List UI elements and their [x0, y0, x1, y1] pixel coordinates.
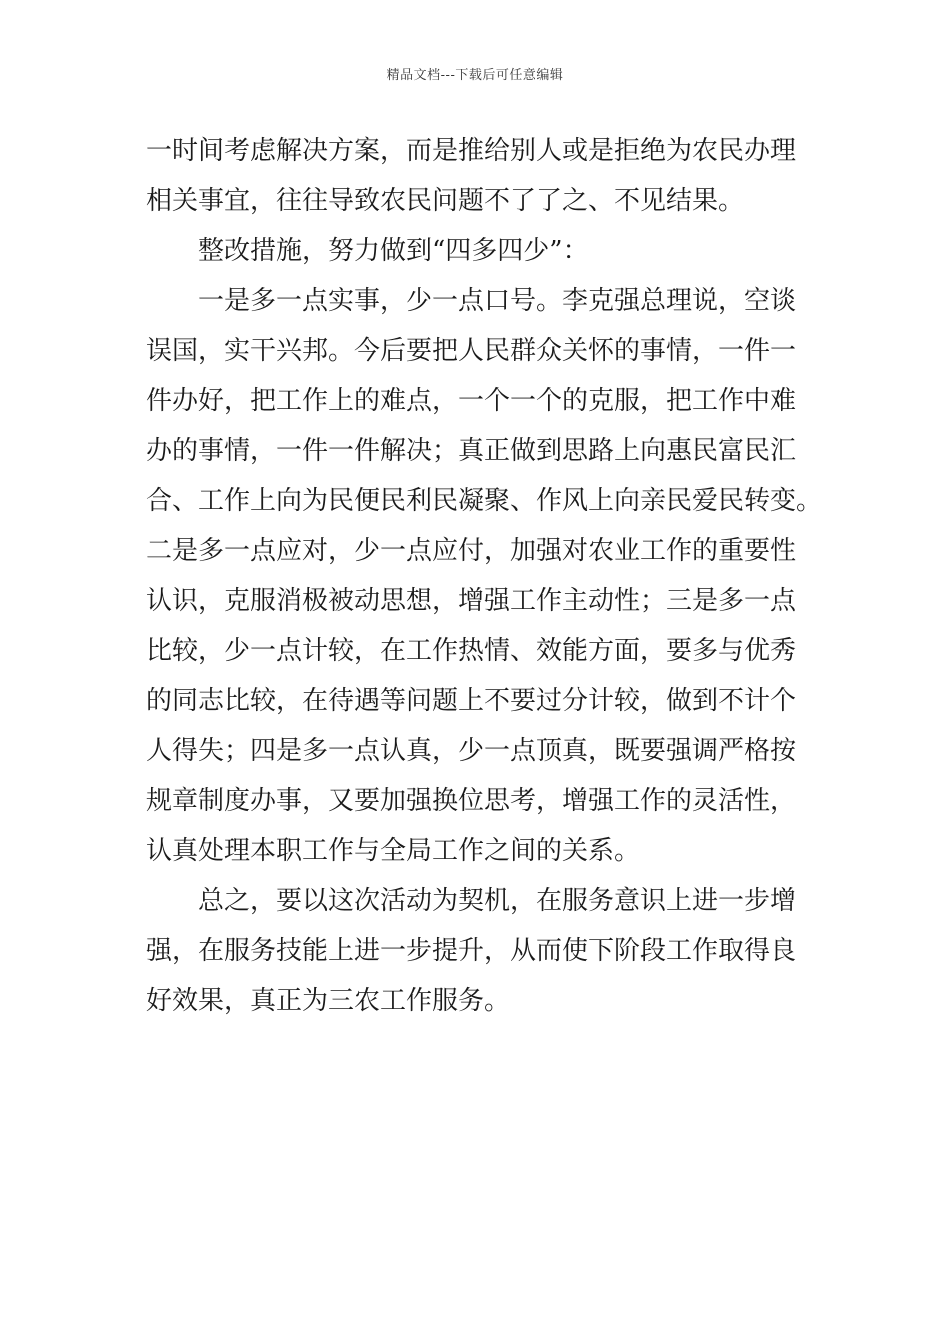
text-line: 比较，少一点计较，在工作热情、效能方面，要多与优秀: [146, 636, 797, 666]
text-line: 办的事情，一件一件解决；真正做到思路上向惠民富民汇: [146, 436, 797, 466]
page-header: 精品文档---下载后可任意编辑: [386, 68, 564, 83]
text-line: 认真处理本职工作与全局工作之间的关系。: [146, 836, 641, 866]
text-line: 强，在服务技能上进一步提升，从而使下阶段工作取得良: [146, 936, 797, 966]
text-line: 认识，克服消极被动思想，增强工作主动性；三是多一点: [146, 586, 797, 616]
text-line: 好效果，真正为三农工作服务。: [146, 986, 511, 1016]
text-line: 误国，实干兴邦。今后要把人民群众关怀的事情，一件一: [146, 336, 797, 366]
text-line: 一时间考虑解决方案，而是推给别人或是拒绝为农民办理: [146, 136, 797, 166]
text-line: 一是多一点实事，少一点口号。李克强总理说，空谈: [198, 286, 797, 316]
text-line: 人得失；四是多一点认真，少一点顶真，既要强调严格按: [146, 736, 797, 766]
text-line: 合、工作上向为民便民利民凝聚、作风上向亲民爱民转变。: [146, 486, 823, 516]
text-line: 规章制度办事，又要加强换位思考，增强工作的灵活性，: [146, 786, 797, 816]
text-line: 相关事宜，往往导致农民问题不了了之、不见结果。: [146, 186, 745, 216]
text-line: 的同志比较，在待遇等问题上不要过分计较，做到不计个: [146, 686, 797, 716]
text-line: 件办好，把工作上的难点，一个一个的克服，把工作中难: [146, 386, 797, 416]
text-line: 总之，要以这次活动为契机，在服务意识上进一步增: [198, 886, 797, 916]
text-line: 二是多一点应对，少一点应付，加强对农业工作的重要性: [146, 536, 797, 566]
text-line: 整改措施，努力做到“四多四少”：: [198, 236, 589, 266]
document-body: [146, 126, 823, 1026]
